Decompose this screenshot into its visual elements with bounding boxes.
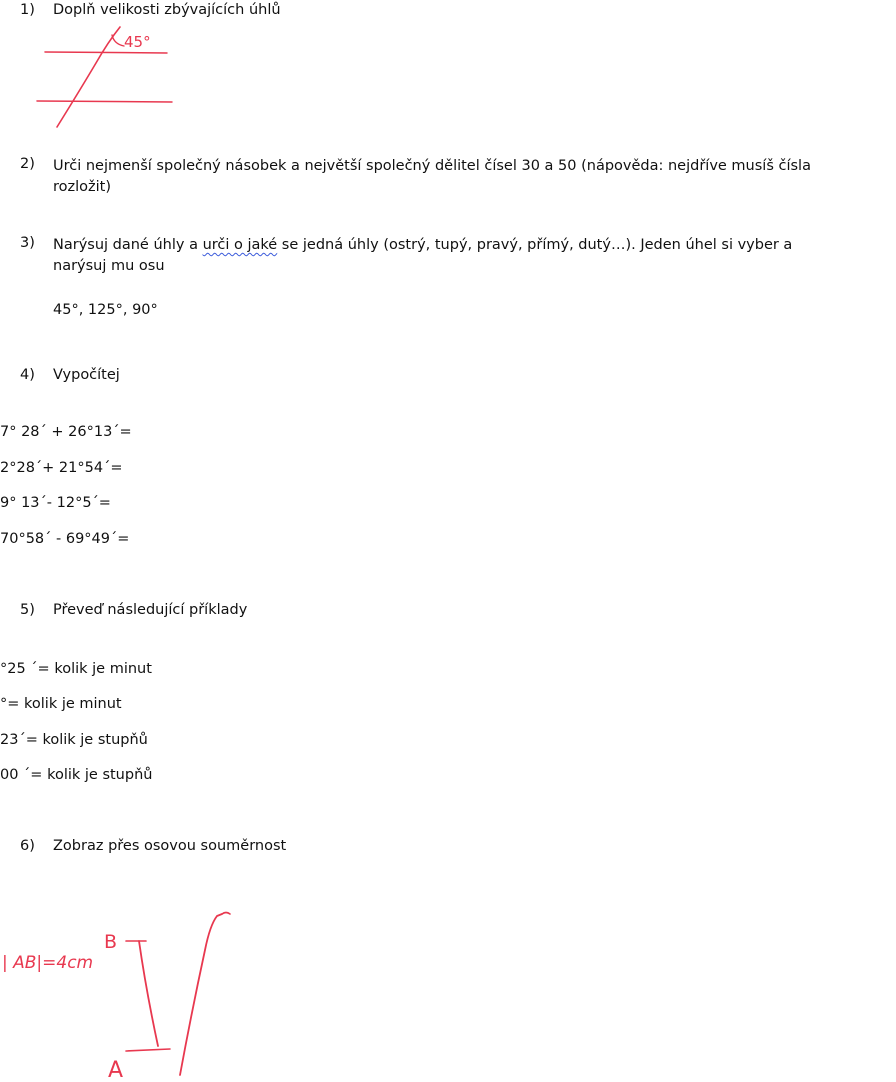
segment-length-label: | AB|=4cm [2,953,94,973]
task-5-item: °= kolik je minut [0,696,122,712]
transversal-line [57,27,120,127]
task-3-text-before: Narýsuj dané úhly a [53,237,203,253]
task-4-item: 7° 28´ + 26°13´= [0,424,132,440]
task-3-angles: 45°, 125°, 90° [53,302,158,318]
task-6-title: Zobraz přes osovou souměrnost [53,838,287,854]
segment-a-tick [126,1049,170,1051]
point-b-label: B [104,931,118,953]
task-5-title: Převeď následující příklady [53,602,248,618]
task-3-spellcheck-text: urči o jaké [202,237,278,253]
task-3-text-after: se jedná úhly (ostrý, tupý, pravý, přímý, dutý…). Jeden úhel si vyber a narýsuj mu osu [53,237,793,274]
task-2-text: Urči nejmenší společný násobek a největší společný dělitel čísel 30 a 50 (nápověda: nejdříve musíš čísla rozložit) [53,158,811,195]
task-3-text [53,235,843,277]
task-3-number: 3) [20,235,35,251]
parallel-line-top [45,52,167,53]
task-6-number: 6) [20,838,35,854]
parallel-line-bottom [37,101,172,102]
axis-end-mark [222,913,230,915]
task-4-number: 4) [20,367,35,383]
axis-of-symmetry [180,914,222,1075]
task-5-number: 5) [20,602,35,618]
task-4-item: 70°58´ - 69°49´= [0,531,130,547]
task-5-item: °25 ´= kolik je minut [0,661,152,677]
point-a-label: A [108,1058,124,1082]
task-1-text: Doplň velikosti zbývajících úhlů [53,2,281,18]
task-5-item: 23´= kolik je stupňů [0,732,148,748]
task-5-item: 00 ´= kolik je stupňů [0,767,153,783]
segment-ab [139,941,158,1046]
task-4-item: 2°28´+ 21°54´= [0,460,123,476]
symmetry-drawing [0,900,260,1082]
angle-label: 45° [124,33,151,51]
angle-arc [112,35,124,46]
task-2-number: 2) [20,156,35,172]
task-1-number: 1) [20,2,35,18]
task-4-item: 9° 13´- 12°5´= [0,495,111,511]
task-4-title: Vypočítej [53,367,120,383]
parallel-lines-drawing [0,0,200,140]
